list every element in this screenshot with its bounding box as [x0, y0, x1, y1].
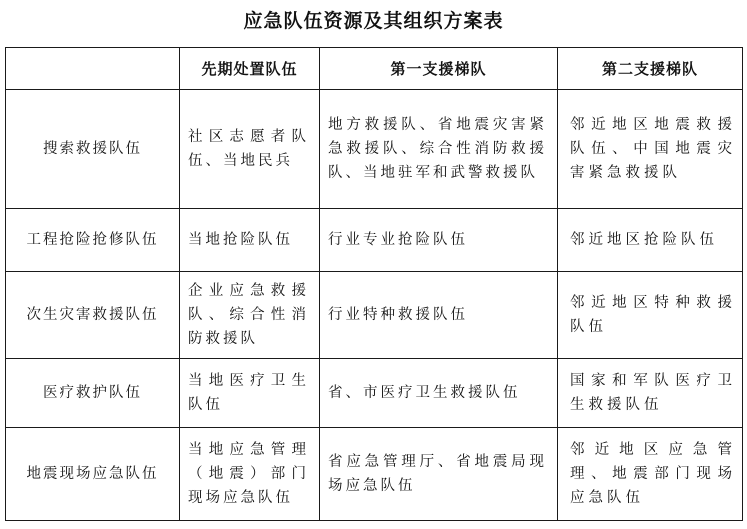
- table-row: [6, 90, 743, 209]
- table-row: [6, 359, 743, 428]
- table-row: [6, 428, 743, 521]
- row-header: 搜索救援队伍: [6, 90, 180, 209]
- table-cell: 行业专业抢险队伍: [320, 209, 558, 272]
- header-first-echelon: 第一支援梯队: [320, 48, 558, 90]
- table-cell: 邻近地区应急管理、地震部门现场应急队伍: [558, 428, 743, 521]
- table-cell: 地方救援队、省地震灾害紧急救援队、综合性消防救援队、当地驻军和武警救援队: [320, 90, 558, 209]
- table-cell: 邻近地区抢险队伍: [558, 209, 743, 272]
- header-second-echelon: 第二支援梯队: [558, 48, 743, 90]
- header-row: [6, 48, 743, 90]
- table-cell: 当地应急管理（地震）部门现场应急队伍: [180, 428, 320, 521]
- table-cell: 当地医疗卫生队伍: [180, 359, 320, 428]
- header-corner: [6, 48, 180, 90]
- table-row: [6, 272, 743, 359]
- row-header: 次生灾害救援队伍: [6, 272, 180, 359]
- table-cell: 当地抢险队伍: [180, 209, 320, 272]
- table-cell: 邻近地区特种救援队伍: [558, 272, 743, 359]
- row-header: 工程抢险抢修队伍: [6, 209, 180, 272]
- table-cell: 国家和军队医疗卫生救援队伍: [558, 359, 743, 428]
- header-initial-response: 先期处置队伍: [180, 48, 320, 90]
- emergency-team-table: [5, 47, 743, 521]
- table-cell: 企业应急救援队、综合性消防救援队: [180, 272, 320, 359]
- table-cell: 省应急管理厅、省地震局现场应急队伍: [320, 428, 558, 521]
- table-cell: 省、市医疗卫生救援队伍: [320, 359, 558, 428]
- table-title: 应急队伍资源及其组织方案表: [243, 10, 504, 32]
- row-header: 医疗救护队伍: [6, 359, 180, 428]
- table-row: [6, 209, 743, 272]
- table-cell: 行业特种救援队伍: [320, 272, 558, 359]
- table-cell: 邻近地区地震救援队伍、中国地震灾害紧急救援队: [558, 90, 743, 209]
- row-header: 地震现场应急队伍: [6, 428, 180, 521]
- table-cell: 社区志愿者队伍、当地民兵: [180, 90, 320, 209]
